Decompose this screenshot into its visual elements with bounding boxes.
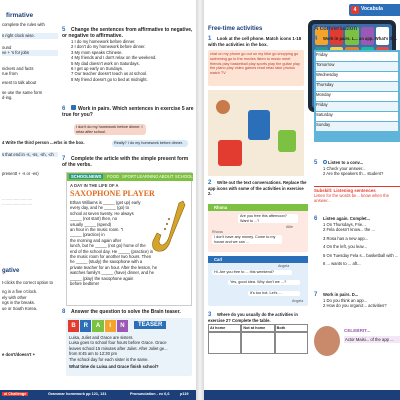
exercise-8 xyxy=(62,309,194,315)
r-exercise-5 xyxy=(314,160,400,177)
article-line: the morning and again after xyxy=(70,237,122,243)
r-exercise-7 xyxy=(314,292,400,309)
negative-line: t-clicks the correct option to xyxy=(2,280,53,285)
day-row[interactable]: Saturday xyxy=(316,112,398,121)
table-cell[interactable] xyxy=(275,332,308,354)
r-ex1-title: Look at the cell phone. Match icons 1-18 with the activities in the box. xyxy=(208,36,302,48)
day-row[interactable]: Sunday xyxy=(316,122,398,131)
chat-message: It's too hot. Let's ... xyxy=(248,291,300,296)
rule-line: nickers and facts xyxy=(2,65,34,71)
ex4-title: 4 Write the third person ...erbs in the box. xyxy=(2,140,85,145)
r-ex7-item: 1 Do you think an app... xyxy=(323,298,368,303)
article-line: every day, and he _____ (go) to xyxy=(70,205,130,211)
article-line: before bedtime! xyxy=(70,281,100,287)
brain-letter: B xyxy=(68,320,79,332)
article-line: school at seven twenty. He always xyxy=(70,210,134,216)
chat-message: Hi. Are you free to ... this weekend? xyxy=(212,270,292,275)
ex5-item: 8 My friend doesn't go to bed at midnight. xyxy=(71,76,148,82)
r-ex6-number: 6 xyxy=(314,216,318,222)
negative-heading: gative xyxy=(2,268,20,274)
brain-letter: R xyxy=(80,320,91,332)
r-ex7-item: 2 How do you organiz... activities? xyxy=(323,303,387,309)
chat-header xyxy=(208,204,308,211)
r-ex7-number: 7 xyxy=(314,292,318,298)
brain-letter: A xyxy=(92,320,103,332)
brain-letters xyxy=(68,320,128,332)
r-ex3-title: Where do you usually do the activities in exercise 2? Complete the table. xyxy=(208,312,298,323)
article-nav xyxy=(67,173,196,181)
r-ex3-number: 3 xyxy=(208,312,212,318)
activities-illustration xyxy=(208,90,304,176)
ex5-item: 1 I do my homework before dinner. xyxy=(71,39,136,44)
right-page xyxy=(204,0,400,400)
day-row[interactable]: Friday xyxy=(316,52,398,61)
free-time-heading: Free-time activities xyxy=(208,26,263,32)
brain-letter: I xyxy=(105,320,116,332)
chat-carl xyxy=(208,256,308,306)
ex4-line: s that end in -s, -ss, -sh, -ch xyxy=(2,152,58,157)
negative-line: ngs in the breaks. xyxy=(2,300,36,306)
rule-line: rue from xyxy=(2,71,18,77)
vocabulary-label: Vocabula xyxy=(361,6,383,12)
rule-line: d-ing. xyxy=(2,95,13,101)
article-line: _____ (practice) in xyxy=(70,232,105,238)
article-tab[interactable]: ABOUT xyxy=(159,174,174,179)
dont-rule: e don't/doesn't + xyxy=(2,352,36,357)
footer-challenge: al Challenge xyxy=(4,392,27,396)
r-ex4-number: 4 xyxy=(314,36,318,42)
celebrity-box xyxy=(314,326,400,366)
ex4-answers: .......................... .......................... xyxy=(2,196,33,207)
r-ex5-title: Listen to a conv... xyxy=(328,160,364,165)
chat-sender: Alfie xyxy=(286,225,293,229)
ex8-number: 8 xyxy=(62,309,66,315)
article-line: an hour in the music room. "I xyxy=(70,227,124,233)
chat-message: Yes, good idea. Why don't we ...? xyxy=(228,280,300,285)
subskill-text: Listen for the words be... know when the answer... xyxy=(314,193,389,204)
article-tab[interactable]: FOOD xyxy=(107,174,120,179)
r-ex6-item: 2 Fela doesn't know... the ... xyxy=(323,227,376,233)
day-row[interactable]: Thursday xyxy=(316,82,398,91)
article-line: the music room for another two hours. Then xyxy=(70,254,152,260)
planner-app xyxy=(314,50,400,142)
day-row[interactable]: Monday xyxy=(316,92,398,101)
teaser-line: Luisa goes to school four hours before Grace. Grace xyxy=(69,340,167,346)
ex8-title: Answer the question to solve the Brain teaser. xyxy=(71,309,181,315)
left-footer xyxy=(0,390,196,400)
left-page xyxy=(0,0,196,400)
rule-line: ound xyxy=(2,44,12,50)
table-header: Both xyxy=(275,324,308,332)
saxophone-image xyxy=(149,199,191,259)
chat-sender: Angela xyxy=(278,264,290,268)
rule-line: se use the same form xyxy=(2,89,43,95)
ex5-item: 4 My friends and I don't relax on the weekend. xyxy=(71,55,157,61)
ex5-item: 6 I get up early on Sundays. xyxy=(71,66,124,72)
ex5-item: 5 My dad doesn't work on Saturdays. xyxy=(71,60,140,66)
ex5-item: 2 I don't do my homework before dinner. xyxy=(71,44,146,50)
ex5-number: 5 xyxy=(62,27,66,33)
celebrity-photo xyxy=(314,326,340,356)
rule-line: complete the rules with xyxy=(2,22,45,27)
article-headline: SAXOPHONE PLAYER xyxy=(70,189,155,198)
rule-line: esent to talk about xyxy=(2,80,37,86)
table-cell[interactable] xyxy=(241,332,274,354)
exercise-2 xyxy=(208,180,308,196)
activity-table xyxy=(208,324,308,354)
chat-rhona xyxy=(208,204,308,252)
chat-contact-name: Rhona xyxy=(214,205,228,210)
teaser-line: Luisa, Juliet and Grace are sisters. xyxy=(69,335,134,340)
r-ex2-title: Write out the text conversations. Replace the app icons with some of the activities in exercise 2. xyxy=(208,180,307,196)
article-line: _____ (play) the saxophone again xyxy=(70,275,134,281)
footer-pronunciation: Pronunciation - ex 6,6 xyxy=(130,392,170,396)
r-ex1-number: 1 xyxy=(208,36,212,42)
book-gutter xyxy=(196,0,204,400)
speech-bubble-2: Really? I do my homework before dinner. xyxy=(112,140,188,147)
subskill-box xyxy=(314,186,400,204)
article-line: he _____ (study) the saxophone with a xyxy=(70,259,143,265)
r-ex6-item: 4 On the left, you leav... xyxy=(323,244,367,250)
ex5-item: 3 My mom speaks Chinese. xyxy=(71,49,123,55)
exercise-6 xyxy=(62,105,194,118)
ex7-title: Complete the article with the simple present form of the verbs. xyxy=(62,156,189,168)
negative-line: ng in a five o'clock. xyxy=(2,289,38,295)
article-line: private teacher for an hour. After the lesson, he xyxy=(70,264,158,270)
article-tab[interactable]: SCHOOLNEWS xyxy=(71,174,102,179)
ex5-title: Change the sentences from affirmative to negative, or negative to affirmative. xyxy=(62,27,193,39)
chat-contact-name: Carl xyxy=(214,257,223,262)
chat-message: I don't have any money. Come to my house and we can ... xyxy=(212,235,282,244)
brain-teaser-box xyxy=(66,318,192,376)
ex5-item: 7 Our teacher doesn't teach us at school. xyxy=(71,71,148,77)
right-footer xyxy=(204,390,400,400)
rule-line: ve + 's for jobs xyxy=(2,50,58,55)
ex6-title: Work in pairs. Which sentences in exercise 5 are true for you? xyxy=(62,106,194,118)
exercise-3 xyxy=(208,312,308,323)
day-row[interactable]: Friday xyxy=(316,102,398,111)
r-ex6-title: Listen again. Complet... xyxy=(323,216,370,221)
subskill-title: Subskill: Listening sentences xyxy=(314,188,376,193)
rule-line: s right clock wise. xyxy=(2,33,58,38)
negative-line: ue or South Korea. xyxy=(2,305,38,311)
r-ex5-item: 2 Are the speakers th... student? xyxy=(323,171,384,177)
article-tab[interactable]: SCHOOLS xyxy=(175,174,196,179)
article-line: end of the school day. He _____ (practice) in xyxy=(70,248,154,254)
ex4-lines xyxy=(2,152,58,177)
article-line: _____ (not start) then, no xyxy=(70,216,118,222)
conversation-heading: A conversation xyxy=(314,26,358,32)
r-exercise-6 xyxy=(314,216,400,266)
teaser-text xyxy=(69,335,189,369)
article-tab[interactable]: SPORT xyxy=(122,174,137,179)
r-ex7-title: Work in pairs. D... xyxy=(323,292,359,297)
r-ex5-number: 5 xyxy=(314,160,318,166)
article-body xyxy=(70,200,158,287)
article-line: lunch, but he _____ (not go) home of the xyxy=(70,243,146,249)
ex7-number: 7 xyxy=(62,156,66,162)
table-header: At home xyxy=(208,324,241,332)
exercise-7 xyxy=(62,156,194,168)
r-ex6-item: 3 Rosa has a new app... xyxy=(323,235,369,241)
r-ex6-item: 6 ... wants to ... aft... xyxy=(323,261,361,267)
negative-lines xyxy=(2,280,58,311)
ex6-number: 6 xyxy=(62,106,66,112)
chat-sender: Angela xyxy=(292,299,304,303)
teaser-label: TEASER xyxy=(134,321,166,329)
ex4-line: presentt + -s or -es) xyxy=(2,171,39,177)
vocabulary-tab: 4 Vocabula xyxy=(349,4,400,16)
teaser-line: The school day for each sister is the same. xyxy=(69,356,149,362)
headphones-icon xyxy=(323,160,327,164)
footer-page: p119 xyxy=(180,392,189,396)
article-line: usually _____ (spend) xyxy=(70,221,112,227)
exercise-1 xyxy=(208,36,304,47)
r-ex2-number: 2 xyxy=(208,180,212,186)
rules-column xyxy=(2,22,58,101)
r-exercise-4 xyxy=(314,36,400,42)
article-kicker: A DAY IN THE LIFE OF A xyxy=(70,183,119,188)
chat-message: Are you free this afternoon? Want to ...? xyxy=(238,214,298,223)
activities-box: chat on my phone go out on my bike go shopping go swimming go to the movies listen to music meet friends play basketball play sports play the guitar play the piano play video games read relax take photos watch TV xyxy=(208,50,304,86)
exercise-5 xyxy=(62,27,194,82)
r-ex6-item: 5 On Tuesday Fela s... basketball with ... xyxy=(323,252,399,258)
article-line: Ethan Williams is _____ (get up) early xyxy=(70,200,141,205)
day-row[interactable]: Tomorrow xyxy=(316,62,398,71)
chat-header xyxy=(208,256,308,263)
table-cell[interactable] xyxy=(208,332,241,354)
negative-line: ely with other xyxy=(2,294,27,300)
article-line: watches family's _____ (have) dinner, and he xyxy=(70,270,154,276)
teaser-question: What time do Luisa and Grace finish school? xyxy=(69,364,159,370)
footer-grammar: Grammar homework pp 121, 131 xyxy=(48,392,107,396)
table-header: Not at home xyxy=(241,324,274,332)
r-ex5-item: 1 Check your answer... xyxy=(323,166,366,171)
left-heading: firmative xyxy=(6,12,34,19)
celebrity-text: Actor Maisi... of the app ... xyxy=(344,336,400,343)
chat-sender: Rhona xyxy=(212,230,223,234)
speech-bubble-1: I don't do my homework before dinner. I relax after school. xyxy=(74,124,146,135)
celebrity-heading: CELEBRIT... xyxy=(344,328,371,333)
day-row[interactable]: Wednesday xyxy=(316,72,398,81)
teaser-line: from 8:45 am to 12:30 pm xyxy=(69,351,117,357)
brain-letter: N xyxy=(117,320,128,332)
teaser-line: leaves school 15 minutes after Juliet. After Juliet ge... xyxy=(69,345,168,351)
r-ex6-item: 1 On Thursdays, Frie... xyxy=(323,222,366,227)
speaking-icon xyxy=(71,105,76,110)
article-tab[interactable]: LEARNING xyxy=(137,174,159,179)
article-card xyxy=(66,172,196,306)
r-ex4-title: Work in pairs. L... an app. What's th... xyxy=(323,36,397,41)
